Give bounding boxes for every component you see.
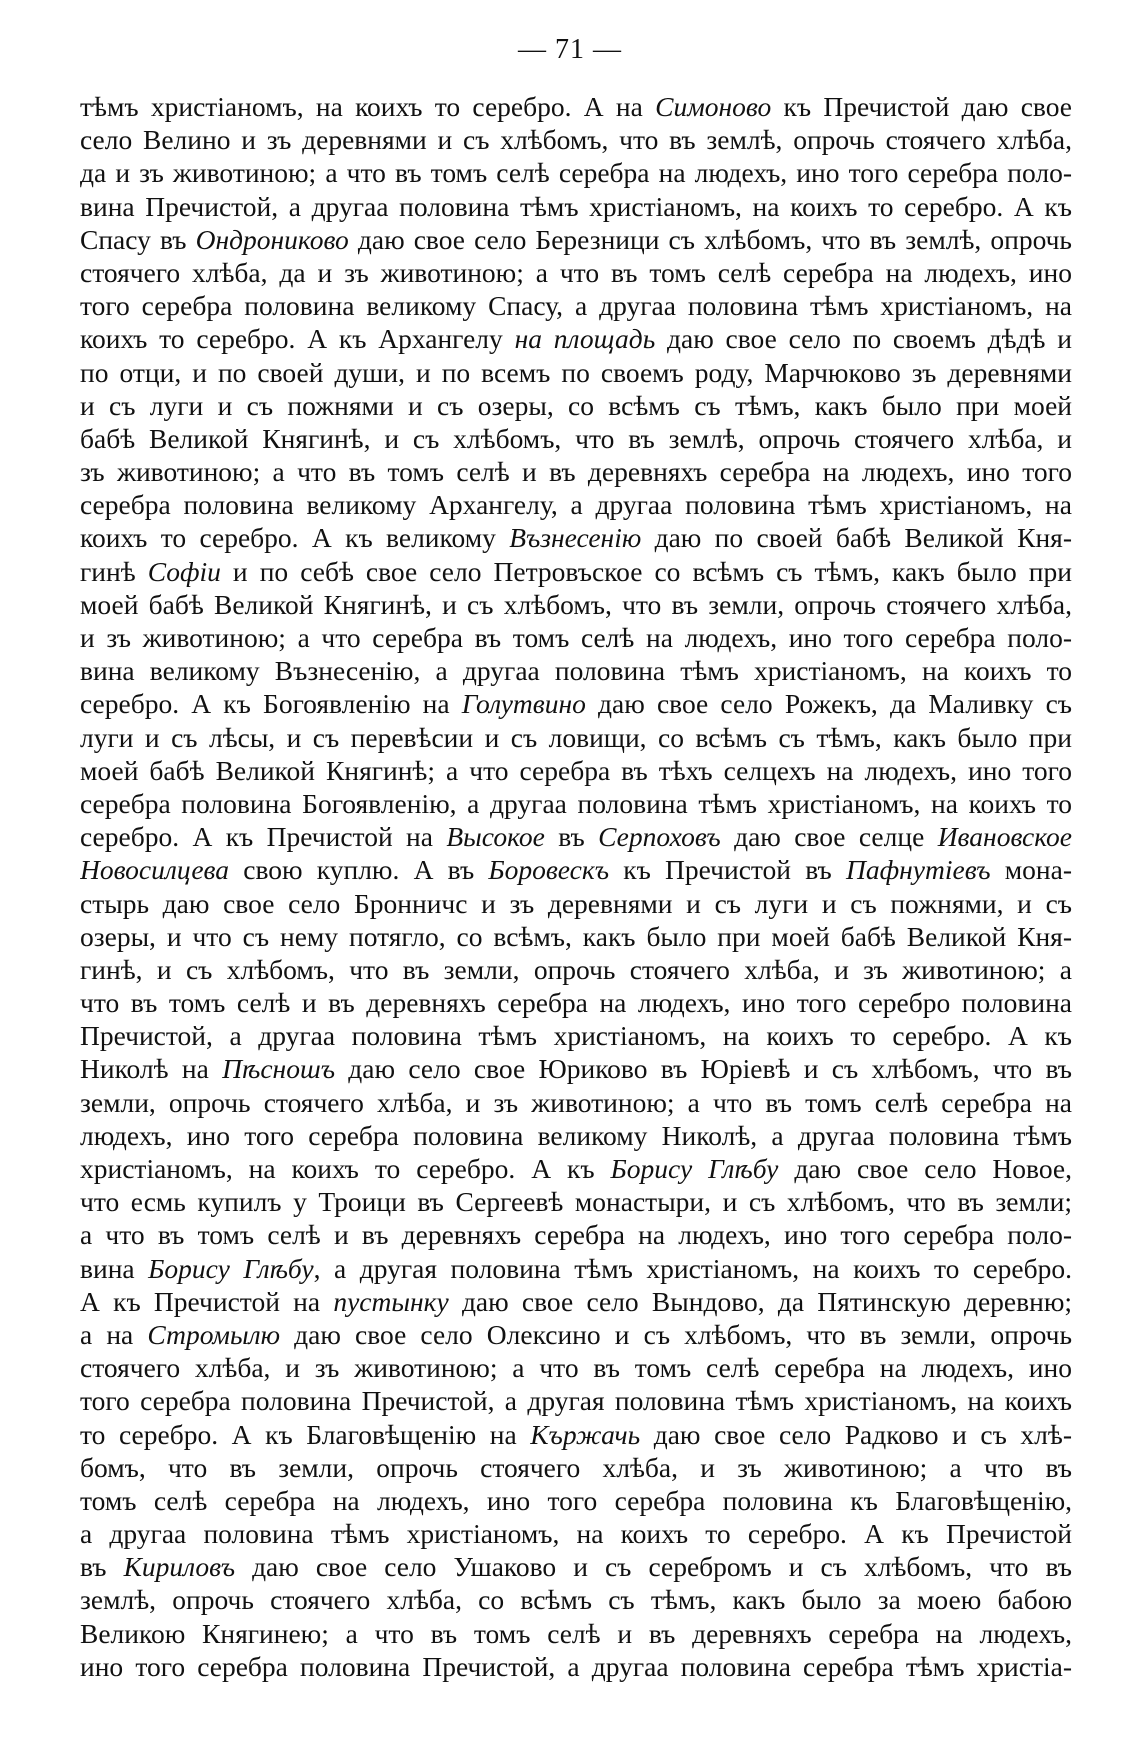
- text-line: [80, 1351, 1072, 1384]
- italic-place-name: Кържачь: [530, 1418, 641, 1450]
- text-line: [80, 887, 1072, 920]
- text-line: [80, 1583, 1072, 1616]
- text-line: [80, 521, 1072, 554]
- text-line: [80, 1418, 1072, 1451]
- text-run: даю свое село Рожекъ, да Маливку съ: [585, 688, 1072, 720]
- text-run: серебро. А къ Пречистой на: [80, 821, 447, 853]
- body-text: [80, 90, 1072, 1683]
- text-run: что въ томъ селѣ и въ деревняхъ серебра на людехъ, ино того серебро половина: [80, 987, 1072, 1019]
- text-run: серебро. А къ Богоявленію на: [80, 688, 462, 720]
- italic-place-name: Голутвино: [461, 688, 586, 720]
- text-run: зъ животиною; а что въ томъ селѣ и въ деревняхъ серебра на людехъ, ино того: [80, 456, 1072, 488]
- text-run: , а другая половина тѣмъ христіаномъ, на коихъ то серебро.: [313, 1252, 1072, 1284]
- text-run: землѣ, опрочь стоячего хлѣба, со всѣмъ съ тѣмъ, какъ было за моею бабою: [80, 1584, 1072, 1616]
- text-line: [80, 986, 1072, 1019]
- text-run: въ: [80, 1551, 124, 1583]
- text-run: бомъ, что въ земли, опрочь стоячего хлѣба, и зъ животиною; а что въ: [80, 1451, 1072, 1483]
- text-line: [80, 820, 1072, 853]
- text-run: и съ луги и съ пожнями и съ озеры, со всѣмъ съ тѣмъ, какъ было при моей: [80, 389, 1072, 421]
- italic-place-name: Ондрониково: [195, 223, 349, 255]
- text-run: вина Пречистой, а другаа половина тѣмъ христіаномъ, на коихъ то серебро. А къ: [80, 190, 1072, 222]
- text-run: того серебра половина Пречистой, а другая половина тѣмъ христіаномъ, на коихъ: [80, 1385, 1072, 1417]
- text-run: даю свое село Ушаково и съ серебромъ и съ хлѣбомъ, что въ: [235, 1551, 1072, 1583]
- text-run: томъ селѣ серебра на людехъ, ино того серебра половина къ Благовѣщенію,: [80, 1484, 1072, 1516]
- text-run: коихъ то серебро. А къ Архангелу: [80, 323, 515, 355]
- italic-place-name: Кириловъ: [123, 1551, 236, 1583]
- text-run: того серебра половина великому Спасу, а другаа половина тѣмъ христіаномъ, на: [80, 290, 1072, 322]
- text-run: А къ Пречистой на: [80, 1285, 334, 1317]
- text-line: [80, 223, 1072, 256]
- text-line: [80, 787, 1072, 820]
- italic-place-name: Ивановское: [937, 821, 1072, 853]
- text-line: [80, 754, 1072, 787]
- text-run: людехъ, ино того серебра половина великому Николѣ, а другаа половина тѣмъ: [80, 1119, 1072, 1151]
- text-run: а на: [80, 1318, 148, 1350]
- text-run: даю село свое Юриково въ Юріевѣ и съ хлѣбомъ, что въ: [334, 1053, 1072, 1085]
- text-run: а другаа половина тѣмъ христіаномъ, на коихъ то серебро. А къ Пречистой: [80, 1518, 1072, 1550]
- italic-place-name: Стромылю: [147, 1318, 280, 1350]
- text-run: Спасу въ: [80, 223, 196, 255]
- text-line: [80, 1517, 1072, 1550]
- text-run: луги и съ лѣсы, и съ перевѣсии и съ ловищи, со всѣмъ съ тѣмъ, какъ было при: [80, 721, 1072, 753]
- text-run: даю свое село Олексино и съ хлѣбомъ, что въ земли, опрочь: [280, 1318, 1072, 1350]
- text-run: даю свое село Новое,: [778, 1153, 1072, 1184]
- text-line: [80, 1484, 1072, 1517]
- text-line: [80, 853, 1072, 886]
- text-run: что есмь купилъ у Троици въ Сергеевѣ монастыри, и съ хлѣбомъ, что въ земли;: [80, 1186, 1072, 1218]
- italic-place-name: пустынку: [333, 1285, 449, 1317]
- text-run: коихъ то серебро. А къ великому: [80, 522, 510, 554]
- text-line: [80, 1218, 1072, 1251]
- page-number: — 71 —: [518, 34, 622, 65]
- italic-place-name: Пафнутіевъ: [846, 854, 991, 886]
- text-run: даю свое село Березници съ хлѣбомъ, что въ землѣ, опрочь: [348, 223, 1072, 255]
- text-line: [80, 1185, 1072, 1218]
- text-line: [80, 1086, 1072, 1119]
- text-line: [80, 389, 1072, 422]
- text-line: [80, 920, 1072, 953]
- text-run: свою куплю. А въ: [229, 854, 489, 886]
- text-line: [80, 1384, 1072, 1417]
- text-run: вина великому Възнесенію, а другаа половина тѣмъ христіаномъ, на коихъ то: [80, 655, 1072, 687]
- text-line: [80, 1152, 1072, 1185]
- text-run: даю свое село Радково и съ хлѣ-: [640, 1418, 1072, 1450]
- text-run: моей бабѣ Великой Княгинѣ; а что серебра въ тѣхъ селцехъ на людехъ, ино того: [80, 754, 1072, 786]
- text-run: бабѣ Великой Княгинѣ, и съ хлѣбомъ, что въ землѣ, опрочь стоячего хлѣба, и: [80, 422, 1072, 454]
- italic-place-name: Софіи: [147, 555, 221, 587]
- italic-place-name: на площадь: [514, 323, 656, 355]
- text-line: [80, 1650, 1072, 1683]
- text-run: серебра половина Богоявленію, а другаа половина тѣмъ христіаномъ, на коихъ то: [80, 787, 1072, 819]
- text-run: село Велино и зъ деревнями и съ хлѣбомъ, что въ землѣ, опрочь стоячего хлѣба,: [80, 124, 1072, 156]
- italic-place-name: Боровескъ: [488, 854, 609, 886]
- italic-place-name: Высокое: [446, 821, 545, 853]
- text-run: Великою Княгинею; а что въ томъ селѣ и въ деревняхъ серебра на людехъ,: [80, 1617, 1072, 1649]
- text-run: и по себѣ свое село Петровъское со всѣмъ съ тѣмъ, какъ было при: [220, 555, 1072, 587]
- italic-place-name: Борису Глѣбу: [610, 1153, 779, 1184]
- text-line: [80, 654, 1072, 687]
- text-line: [80, 1285, 1072, 1318]
- text-line: [80, 422, 1072, 455]
- text-run: да и зъ животиною; а что въ томъ селѣ серебра на людехъ, ино того серебра поло-: [80, 157, 1072, 189]
- text-run: даю по своей бабѣ Великой Кня-: [641, 522, 1072, 554]
- text-run: христіаномъ, на коихъ то серебро. А къ: [80, 1153, 611, 1184]
- text-line: [80, 1451, 1072, 1484]
- text-run: даю свое село Вындово, да Пятинскую деревню;: [448, 1285, 1072, 1317]
- text-line: [80, 588, 1072, 621]
- text-line: [80, 1252, 1072, 1285]
- text-line: [80, 356, 1072, 389]
- text-line: [80, 1119, 1072, 1152]
- text-line: [80, 1318, 1072, 1351]
- italic-place-name: Серпоховъ: [598, 821, 721, 853]
- text-line: [80, 1617, 1072, 1650]
- italic-place-name: Пѣсношъ: [222, 1053, 335, 1085]
- text-line: [80, 1550, 1072, 1583]
- text-run: стырь даю свое село Бронничс и зъ деревнями и съ луги и съ пожнями, и съ: [80, 887, 1072, 919]
- text-run: къ Пречистой въ: [609, 854, 846, 886]
- text-run: стоячего хлѣба, и зъ животиною; а что въ томъ селѣ серебра на людехъ, ино: [80, 1352, 1072, 1384]
- text-line: [80, 621, 1072, 654]
- text-run: гинѣ: [80, 555, 148, 587]
- text-line: [80, 156, 1072, 189]
- text-run: Николѣ на: [80, 1053, 223, 1085]
- text-run: вина: [80, 1252, 149, 1284]
- text-run: ино того серебра половина Пречистой, а другаа половина серебра тѣмъ христіа-: [80, 1650, 1072, 1682]
- text-line: [80, 190, 1072, 223]
- text-line: [80, 455, 1072, 488]
- text-line: [80, 289, 1072, 322]
- text-run: серебра половина великому Архангелу, а другаа половина тѣмъ христіаномъ, на: [80, 489, 1072, 521]
- text-run: земли, опрочь стоячего хлѣба, и зъ животиною; а что въ томъ селѣ серебра на: [80, 1086, 1072, 1118]
- text-run: то серебро. А къ Благовѣщенію на: [80, 1418, 531, 1450]
- text-run: моей бабѣ Великой Княгинѣ, и съ хлѣбомъ, что въ земли, опрочь стоячего хлѣба,: [80, 588, 1072, 620]
- text-line: [80, 488, 1072, 521]
- text-line: [80, 721, 1072, 754]
- text-run: даю свое село по своемъ дѣдѣ и: [655, 323, 1072, 355]
- text-line: [80, 555, 1072, 588]
- text-line: [80, 953, 1072, 986]
- text-line: [80, 256, 1072, 289]
- text-run: тѣмъ христіаномъ, на коихъ то серебро. А на: [80, 91, 656, 122]
- text-run: даю свое селце: [720, 821, 938, 853]
- text-line: [80, 123, 1072, 156]
- text-run: мона-: [990, 854, 1072, 886]
- text-run: а что въ томъ селѣ и въ деревняхъ серебра на людехъ, ино того серебра поло-: [80, 1219, 1072, 1251]
- text-run: Пречистой, а другаа половина тѣмъ христіаномъ, на коихъ то серебро. А къ: [80, 1020, 1072, 1052]
- text-line: [80, 322, 1072, 355]
- text-run: и зъ животиною; а что серебра въ томъ селѣ на людехъ, ино того серебра поло-: [80, 622, 1072, 653]
- text-run: по отци, и по своей души, и по всемъ по своемъ роду, Марчюково зъ деревнями: [80, 356, 1072, 388]
- text-run: гинѣ, и съ хлѣбомъ, что въ земли, опрочь стоячего хлѣба, и зъ животиною; а: [80, 953, 1072, 985]
- italic-place-name: Симоново: [655, 91, 772, 122]
- text-run: стоячего хлѣба, да и зъ животиною; а что въ томъ селѣ серебра на людехъ, ино: [80, 256, 1072, 288]
- text-line: [80, 90, 1072, 123]
- italic-place-name: Възнесенію: [509, 522, 642, 554]
- text-run: къ Пречистой даю свое: [771, 91, 1072, 122]
- italic-place-name: Новосилцева: [80, 854, 230, 886]
- text-line: [80, 1019, 1072, 1052]
- text-run: въ: [544, 821, 599, 853]
- text-line: [80, 1052, 1072, 1085]
- italic-place-name: Борису Глѣбу: [148, 1252, 314, 1284]
- text-line: [80, 687, 1072, 720]
- text-run: озеры, и что съ нему потягло, со всѣмъ, какъ было при моей бабѣ Великой Кня-: [80, 920, 1072, 952]
